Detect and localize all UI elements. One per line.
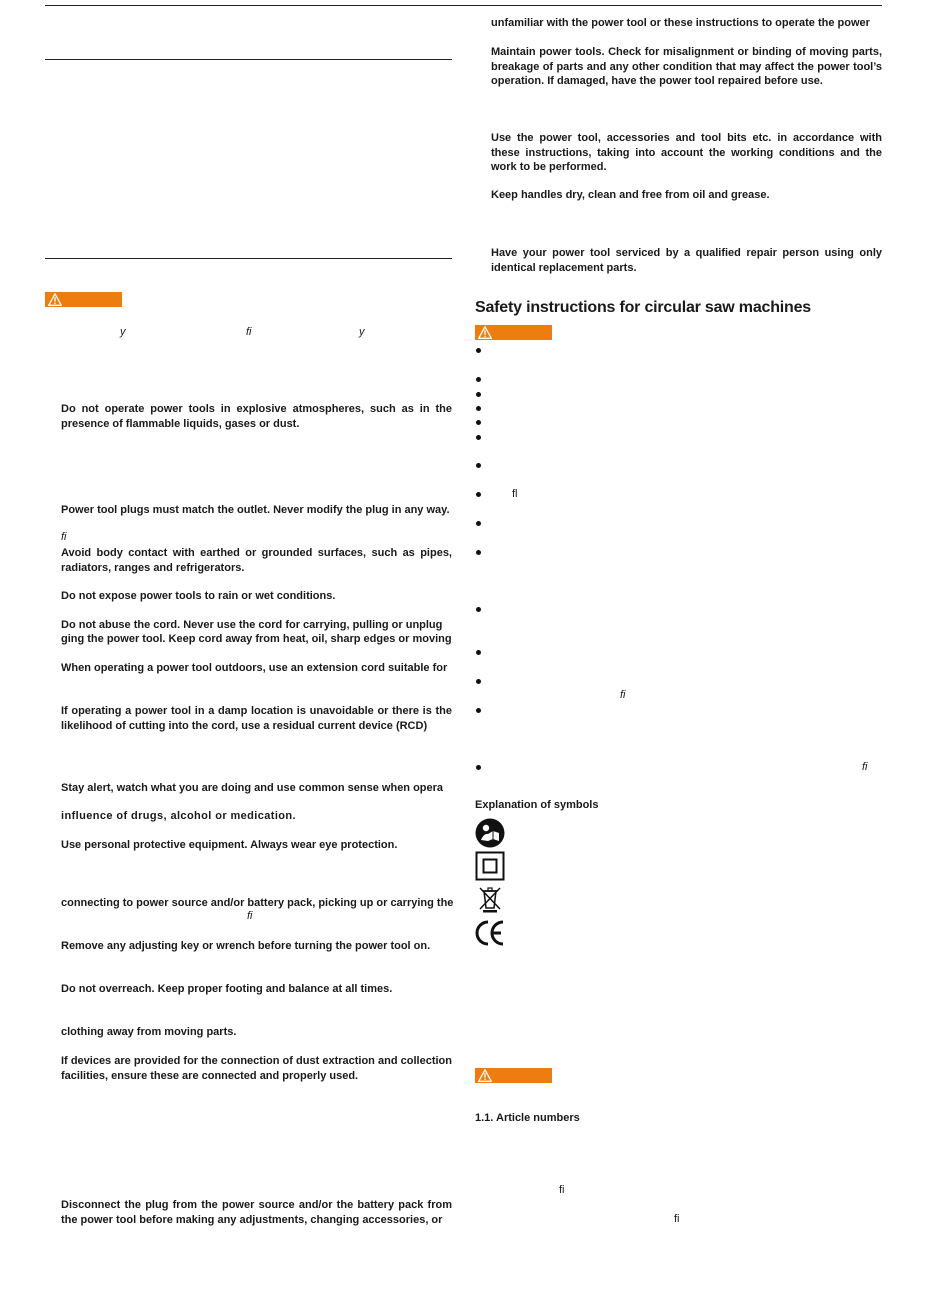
bullet-point bbox=[476, 550, 481, 555]
bullet-point bbox=[476, 708, 481, 713]
unfamiliar-text: unfamiliar with the power tool or these instructions to operate the power bbox=[491, 17, 870, 29]
bullet-point bbox=[476, 650, 481, 655]
bullet-point bbox=[476, 348, 481, 353]
maintain-text: Maintain power tools. Check for misalignment or binding of moving parts, breakage of parts and any other condition that may affect the power tool’s operation. If damaged, have the power tool repaired before use. bbox=[491, 46, 882, 87]
outdoor-cord-text: When operating a power tool outdoors, use an extension cord suitable for bbox=[61, 662, 448, 674]
crossed-bin-icon bbox=[475, 884, 505, 914]
double-insulation-icon bbox=[475, 851, 505, 881]
left-rule-1 bbox=[45, 59, 452, 60]
handles-text: Keep handles dry, clean and free from oil and grease. bbox=[491, 189, 770, 201]
stay-alert-text: Stay alert, watch what you are doing and use common sense when opera bbox=[61, 782, 444, 794]
warning-label-bar bbox=[475, 1068, 552, 1083]
top-rule bbox=[45, 5, 882, 6]
warning-triangle-icon bbox=[48, 293, 62, 306]
service-text: Have your power tool serviced by a qualified repair person using only identical replacement parts. bbox=[491, 247, 882, 274]
text-fragment: fi bbox=[247, 910, 253, 922]
rain-text: Do not expose power tools to rain or wet conditions. bbox=[61, 590, 336, 602]
accessories-text: Use the power tool, accessories and tool bits etc. in accordance with these instructions, taking into account the working conditions and the work to be performed. bbox=[491, 132, 882, 173]
text-fragment: y bbox=[120, 326, 126, 338]
text-fragment: fi bbox=[862, 761, 868, 773]
text-fragment: y bbox=[359, 326, 365, 338]
adjusting-key-text: Remove any adjusting key or wrench before turning the power tool on. bbox=[61, 940, 431, 952]
text-fragment: fi bbox=[559, 1184, 565, 1196]
bullet-point bbox=[476, 435, 481, 440]
bullet-point bbox=[476, 521, 481, 526]
bullet-point bbox=[476, 463, 481, 468]
bullet-point bbox=[476, 377, 481, 382]
article-numbers-heading: 1.1. Article numbers bbox=[475, 1112, 580, 1124]
disconnect-plug-text: Disconnect the plug from the power source and/or the battery pack from the power tool before making any adjustments, changing accessories, or bbox=[61, 1199, 452, 1226]
connecting-text: connecting to power source and/or battery pack, picking up or carrying the bbox=[61, 897, 454, 909]
text-fragment: fi bbox=[246, 326, 252, 338]
bullet-point bbox=[476, 492, 481, 497]
warning-triangle-icon bbox=[478, 326, 492, 339]
bullet-point bbox=[476, 420, 481, 425]
text-fragment: fi bbox=[61, 531, 67, 543]
body-contact-text: Avoid body contact with earthed or grounded surfaces, such as pipes, radiators, ranges and refrigerators. bbox=[61, 547, 452, 574]
text-fragment: fl bbox=[512, 488, 518, 500]
drugs-text: influence of drugs, alcohol or medication. bbox=[61, 810, 296, 822]
dust-extraction-text: If devices are provided for the connection of dust extraction and collection facilities, ensure these are connected and properly used. bbox=[61, 1055, 452, 1082]
warning-triangle-icon bbox=[478, 1069, 492, 1082]
warning-label-bar bbox=[475, 325, 552, 340]
plug-outlet-text: Power tool plugs must match the outlet. Never modify the plug in any way. bbox=[61, 504, 450, 516]
ppe-text: Use personal protective equipment. Always wear eye protection. bbox=[61, 839, 398, 851]
text-fragment: fi bbox=[620, 689, 626, 701]
read-manual-icon bbox=[475, 818, 505, 848]
bullet-point bbox=[476, 406, 481, 411]
ce-mark-icon bbox=[475, 918, 505, 948]
explosive-atmosphere-text: Do not operate power tools in explosive atmospheres, such as in the presence of flammable liquids, gases or dust. bbox=[61, 403, 452, 430]
symbols-heading: Explanation of symbols bbox=[475, 799, 599, 811]
clothing-text: clothing away from moving parts. bbox=[61, 1026, 237, 1038]
section-heading: Safety instructions for circular saw machines bbox=[475, 299, 812, 316]
left-rule-2 bbox=[45, 258, 452, 259]
bullet-point bbox=[476, 679, 481, 684]
damp-location-text: If operating a power tool in a damp location is unavoidable or there is the likelihood of cutting into the cord, use a residual current device (RCD) bbox=[61, 705, 452, 732]
text-fragment: fi bbox=[674, 1213, 680, 1225]
overreach-text: Do not overreach. Keep proper footing and balance at all times. bbox=[61, 983, 393, 995]
cord-abuse-text-1: Do not abuse the cord. Never use the cord for carrying, pulling or unplug bbox=[61, 619, 443, 631]
warning-label-bar bbox=[45, 292, 122, 307]
bullet-point bbox=[476, 765, 481, 770]
bullet-point bbox=[476, 607, 481, 612]
bullet-point bbox=[476, 392, 481, 397]
cord-abuse-text-2: ging the power tool. Keep cord away from heat, oil, sharp edges or moving bbox=[61, 633, 452, 645]
